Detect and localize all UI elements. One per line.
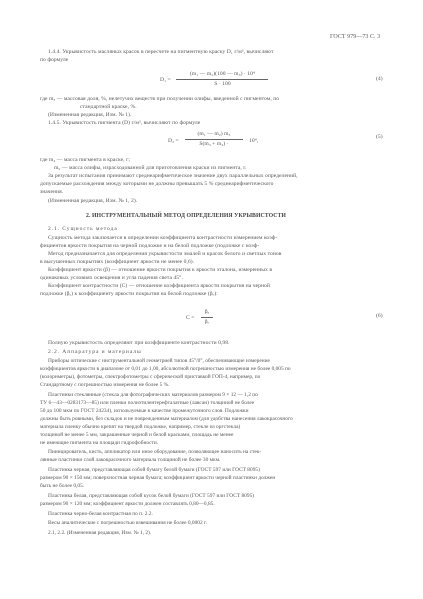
paragraph-line: За результат испытания принимают среднеарифметическое значение двух параллельных определений, [48,173,298,179]
paragraph-line: 1.4.4. Укрывистость масляных красок в пересчете на пигментную краску D₁ г/м², вычисляют [48,49,274,55]
subsection-title: 2.2. Аппаратура и материалы [48,349,142,355]
formula-lhs: C = [186,315,195,321]
fraction-bar [185,139,243,140]
paragraph-line: стандартной краске, %. [80,104,137,110]
paragraph-line: одинаковых условиях освещения и угла падения света 45°. [40,275,183,281]
paragraph-line: ТУ 6—43—0283173—85) или пленки полиэтилентерефталатные (лавсан) толщиной не более [40,400,255,406]
paragraph-line: 50 до 100 мкм по ГОСТ 24234), используемые в качестве промежуточного слоя. Подложки [40,408,249,414]
paragraph-line: Коэффициент контрастности (C) — отношение коэффициента яркости покрытия на черной [48,283,270,289]
paragraph-line: (колориметры), фотометры, спектрофотометры с сферической приставкой ГОП-4, например, по [40,374,261,380]
fraction-bar [201,317,213,318]
paragraph-line: Полную укрывистость определяют при коэффициенте контрастности 0,98. [48,340,230,346]
paragraph-line: Пластинка белая, представляющая собой кусок белой бумаги (ГОСТ 597 или ГОСТ 8095) [48,493,255,499]
paragraph-line: 1.4.5. Укрывистость пигмента (D) г/м², вычисляют по формуле [48,120,201,126]
formula-numerator: (m₁ — m₂) m₃ [197,131,231,137]
paragraph-line: где m₃ — массовая доля, %, нелетучих веществ при получении олифы, введенной с пигментом, по [40,96,280,102]
paragraph-line: по формуле [40,57,69,63]
paragraph-line: Сущность метода заключается в определении коэффициента контрастности измерением коэф- [48,235,278,241]
paragraph-line: фициентов яркости покрытия на черной подложке и на белой подложке (подложке с коэф- [40,243,260,249]
paragraph-line: толщиной не менее 5 мм, закрашенные черной и белой красками, площадь не менее [40,432,234,438]
paragraph-line: Пластинки стеклянные (стекла для фотографических материалов размером 9 × 12 — 1,2 по [48,392,258,398]
paragraph-line: допускаемые расхождения между которыми не должны превышать 5 % среднеарифметического [40,181,274,187]
paragraph-line: должны быть ровными, без складок и не поврежденным материалом (для удобства нанесения лакокрасочного [40,416,293,422]
page-header: ГОСТ 979—73 С. 3 [330,34,381,40]
paragraph-line: где m₄ — масса пигмента в краске, г; [40,157,130,163]
paragraph-line: подложке (βₐ) к коэффициенту яркости покрытия на белой подложке (βₒ): [40,291,218,297]
section-title: 2. ИНСТРУМЕНТАЛЬНЫЙ МЕТОД ОПРЕДЕЛЕНИЯ УКРЫВИСТОСТИ [86,213,286,219]
paragraph-line: значения. [40,189,64,195]
formula-number: (4) [376,76,383,82]
paragraph-line: размером 90 × 150 мм; поверхностная черная бумага; коэффициент яркости черной пластинки должен [40,475,276,481]
formula-numerator: βₐ [204,309,210,315]
paragraph-line: Коэффициент яркости (β) — отношение яркости покрытия к яркости эталона, измеренных в [48,267,273,273]
paragraph-line: размером 90 × 120 мм; коэффициент яркости должен составлять 0,80—0,85. [40,501,215,507]
subsection-title: 2.1. Сущность метода [48,226,118,232]
paragraph-line: не имеющие пигмента на площади гидрофобности. [40,440,159,446]
paragraph-line: быть не более 0,05. [40,483,85,489]
fraction-bar [176,79,268,80]
paragraph-line: Весы аналитические с погрешностью взвешивания не более 0,0002 г. [48,520,207,526]
formula-denominator: S(m₃ + m₄) · [199,141,229,147]
paragraph-line: Приборы оптические с инструментальной геометрией типов 45°/0°, обеспечивающие измерение [48,358,270,364]
paragraph-line: лянные пластинки слой лакокрасочного материала толщиной не более 30 мкм. [40,457,221,463]
formula-numerator: (m₁ — m₂)(100 — m₃) · 10⁴ [190,71,255,77]
paragraph-line: Пластинка черно-белая контрастная по п. 2.2. [48,511,153,517]
paragraph-line: Стандартному с погрешностью измерения не более 5 %. [40,382,170,388]
formula-tail: 10⁴, [249,138,259,144]
formula-denominator: βₒ [204,319,210,325]
paragraph-line: Метод предназначается для определения укрывистости эмалей и красок белого и светлых тонов [48,251,282,257]
paragraph-line: m₅ — масса олифы, израсходованной для приготовления краски из пигмента, г. [54,165,247,171]
formula-number: (5) [376,134,383,140]
paragraph-line: коэффициентов яркости в диапазоне от 0,01 до 1,00, абсолютной погрешностью измерения не более 0,005 по [40,366,291,372]
paragraph-line: в высушенных покрытиях (коэффициент яркости не менее 0,6). [40,259,195,265]
formula-lhs: D₁ = [160,77,171,83]
amendment-note: 2.1, 2.2. (Измененная редакция, Изм. № 1, 2). [48,530,152,536]
formula-number: (6) [376,313,383,319]
amendment-note: (Измененная редакция, Изм. № 1, 2). [48,198,138,204]
paragraph-line: материала пленку обычно крепят на твердой подложке, например, стекле из оргстекла) [40,424,241,430]
paragraph-line: Пиинцирователь, кисть, аппликатор или иное оборудование, позволяющее наносить на стек- [48,449,262,455]
amendment-note: (Измененная редакция, Изм. № 1). [48,112,132,118]
paragraph-line: Пластинка черная, представляющая собой бумагу белой бумаги (ГОСТ 597 или ГОСТ 8095) [48,467,260,473]
formula-lhs: D₂ = [168,138,179,144]
formula-denominator: S · 100 [214,81,231,87]
